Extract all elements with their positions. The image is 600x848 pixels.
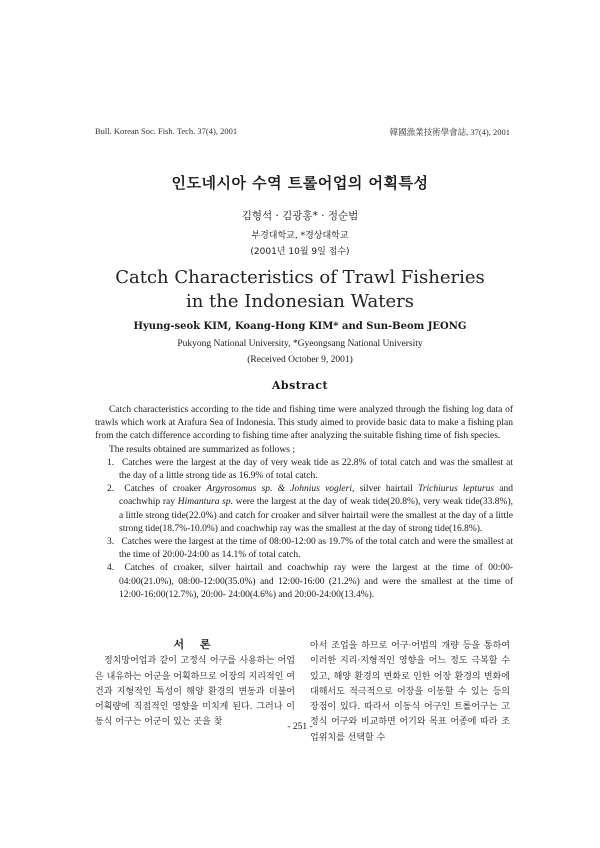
korean-authors: 김형석 · 김광홍* · 정순범 (241, 210, 359, 222)
result-text: Catches of croaker, silver hairtail and coachwhip ray were the largest at the time of 00:00-04:00(21.0%), 08:00-12:00(35.0%) and 12:00-16:00 (21.2%) and were the smallest at the time of 12:00-16:00(12.7%), 20:00- 24:00(4.6%) and 20:00-24:00(13.4%). (119, 563, 513, 600)
species-name: Argyrosomus sp. & Johnius vogleri (206, 484, 352, 495)
result-item (107, 457, 513, 483)
english-title-line1: Catch Characteristics of Trawl Fisheries (115, 267, 485, 288)
species-name: Trichiurus lepturus (418, 484, 495, 495)
abstract-intro: The results obtained are summarized as follows ; (109, 444, 295, 455)
result-text: Catches were the largest at the day of very weak tide as 22.8% of total catch and was the smallest at the day of a little strong tide as 16.9% of total catch. (119, 457, 514, 482)
result-item (107, 562, 513, 602)
section-heading-introduction: 서 론 (173, 638, 217, 651)
abstract-body: Catch characteristics according to the tide and fishing time were analyzed through the fishing log data of trawls which work at Arafura Sea of Indonesia. This study aimed to provide basic data to make a fishing plan from the catch difference according to fishing time after analyzing the suitable fishing time of fish species. (95, 405, 513, 442)
abstract-block (95, 404, 513, 602)
abstract-heading: Abstract (271, 379, 329, 392)
body-paragraph: 정치망어업과 같이 고정식 어구를 사용하는 어업은 내유하는 어군을 어획하므로 어장의 지리적인 여건과 지형적인 특성이 해양 환경의 변동과 더불어 어획량에 직접적인 영향을 미치게 된다. 그러나 이동식 어구는 어군이 있는 곳을 찾 (95, 656, 295, 728)
species-name: Himantura sp. (177, 497, 233, 508)
result-number: 1. (107, 457, 115, 468)
body-column-left (95, 637, 295, 731)
korean-title: 인도네시아 수역 트롤어업의 어획특성 (171, 174, 429, 192)
results-list (95, 457, 513, 602)
english-affiliation: Pukyong National University, *Gyeongsang National University (177, 339, 423, 349)
result-number: 4. (107, 563, 115, 574)
english-received-date: (Received October 9, 2001) (247, 355, 353, 365)
english-title-line2: in the Indonesian Waters (185, 291, 414, 312)
result-text: were the largest at the day of weak tide(20.8%), very weak tide(33.8%), a little strong tide(22.0%) and catch for croaker and silver hairtail were the smallest at the day of a little strong tide(18.7%-10.0%) and coachwhip ray was the smallest at the day of strong tide(16.8%). (119, 497, 513, 534)
korean-affiliation: 부경대학교, *경상대학교 (251, 231, 349, 241)
english-title (0, 266, 600, 314)
result-text: , silver hairtail (351, 484, 419, 495)
result-item (107, 483, 513, 536)
result-number: 3. (107, 537, 115, 548)
body-paragraph: 아서 조업을 하므로 어구·어법의 개량 등을 통하여 이러한 지리·지형적인 영향을 어느 정도 극복할 수 있고, 해양 환경의 변화로 인한 어장 환경의 변화에 대해서도 적극적으로 어장을 이동할 수 있는 등의 장점이 있다. 따라서 이동식 어구인 트롤어구는 고정식 어구와 비교하면 어기와 목표 어종에 따라 조업위치를 선택할 수 (310, 641, 510, 743)
journal-header-left: Bull. Korean Soc. Fish. Tech. 37(4), 2001 (95, 126, 238, 136)
result-item (107, 536, 513, 562)
english-authors: Hyung-seok KIM, Koang-Hong KIM* and Sun-Beom JEONG (133, 321, 467, 332)
page-number: - 251 - (287, 722, 313, 732)
journal-header-right: 韓國漁業技術學會誌, 37(4), 2001 (389, 127, 510, 137)
result-text: Catches were the largest at the time of 08:00-12:00 as 19.7% of the total catch and were the smallest at the time of 20:00-24:00 as 14.1% of total catch. (119, 537, 514, 561)
result-number: 2. (107, 484, 115, 495)
result-text: Catches of croaker (124, 484, 207, 495)
result-text: and coachwhip ray (119, 484, 513, 508)
korean-received-date: (2001년 10월 9일 접수) (250, 247, 350, 257)
